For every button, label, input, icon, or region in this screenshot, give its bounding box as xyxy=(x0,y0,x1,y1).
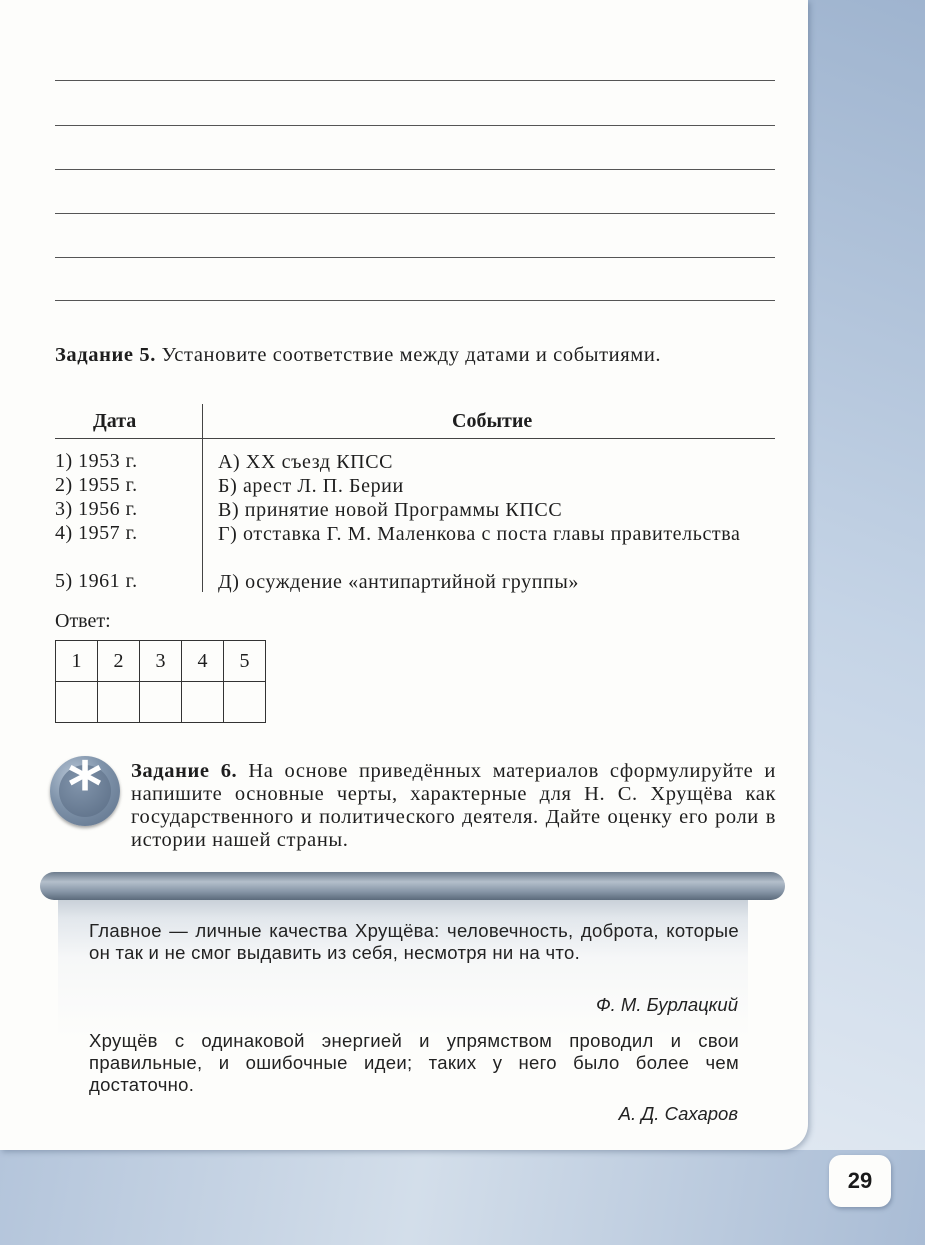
task5-text: Установите соответствие между датами и событиями. xyxy=(161,344,662,366)
task6-label: Задание 6. xyxy=(131,760,238,782)
event-cell: Д) осуждение «антипартийной группы» xyxy=(218,571,579,593)
quote-text: Хрущёв с одинаковой энергией и упрямством проводил и свои правильные, и ошибочные идеи; таких у него было более чем достаточно. xyxy=(89,1030,739,1095)
header-divider xyxy=(55,438,775,439)
quote-author: Ф. М. Бурлацкий xyxy=(595,994,738,1015)
writing-line[interactable] xyxy=(55,169,775,170)
date-cell: 2) 1955 г. xyxy=(55,474,138,496)
answer-column-label: 3 xyxy=(140,641,182,682)
task5-label: Задание 5. xyxy=(55,344,156,366)
answer-column-label: 5 xyxy=(224,641,266,682)
answer-cell[interactable] xyxy=(56,682,98,723)
header-event: Событие xyxy=(452,410,533,432)
header-date: Дата xyxy=(93,410,137,432)
writing-line[interactable] xyxy=(55,80,775,81)
writing-line[interactable] xyxy=(55,125,775,126)
quote-author: А. Д. Сахаров xyxy=(618,1103,738,1124)
date-cell: 4) 1957 г. xyxy=(55,522,138,544)
quote-text: Главное — личные качества Хрущёва: человечность, доброта, которые он так и не смог выдавить из себя, несмотря ни на что. xyxy=(89,920,739,963)
answer-cell[interactable] xyxy=(182,682,224,723)
answer-cell[interactable] xyxy=(140,682,182,723)
scroll-roll xyxy=(40,872,785,900)
answer-column-label: 4 xyxy=(182,641,224,682)
column-divider xyxy=(202,404,203,592)
answer-label: Ответ: xyxy=(55,610,111,632)
task5-prompt xyxy=(55,344,777,367)
asterisk-glyph: * xyxy=(67,748,103,825)
answer-column-label: 2 xyxy=(98,641,140,682)
event-cell: Г) отставка Г. М. Маленкова с поста главы правительства xyxy=(218,523,741,545)
answer-grid xyxy=(55,640,266,723)
date-cell: 1) 1953 г. xyxy=(55,450,138,472)
event-cell: В) принятие новой Программы КПСС xyxy=(218,499,563,521)
answer-cell[interactable] xyxy=(224,682,266,723)
event-cell: А) XX съезд КПСС xyxy=(218,451,394,473)
task6-prompt xyxy=(131,760,776,852)
events-table xyxy=(55,404,775,596)
background-facet-bottom xyxy=(0,1150,925,1245)
answer-cell[interactable] xyxy=(98,682,140,723)
date-cell: 3) 1956 г. xyxy=(55,498,138,520)
page-number: 29 xyxy=(829,1155,891,1207)
date-cell: 5) 1961 г. xyxy=(55,570,138,592)
asterisk-icon xyxy=(50,748,120,826)
writing-line[interactable] xyxy=(55,213,775,214)
answer-column-label: 1 xyxy=(56,641,98,682)
event-cell: Б) арест Л. П. Берии xyxy=(218,475,404,497)
task6-text: На основе приведённых материалов сформулируйте и напишите основные черты, характерные для Н. С. Хрущёва как государственного и политического деятеля. Дайте оценку его роли в истории нашей страны. xyxy=(131,760,776,851)
writing-line[interactable] xyxy=(55,300,775,301)
writing-line[interactable] xyxy=(55,257,775,258)
